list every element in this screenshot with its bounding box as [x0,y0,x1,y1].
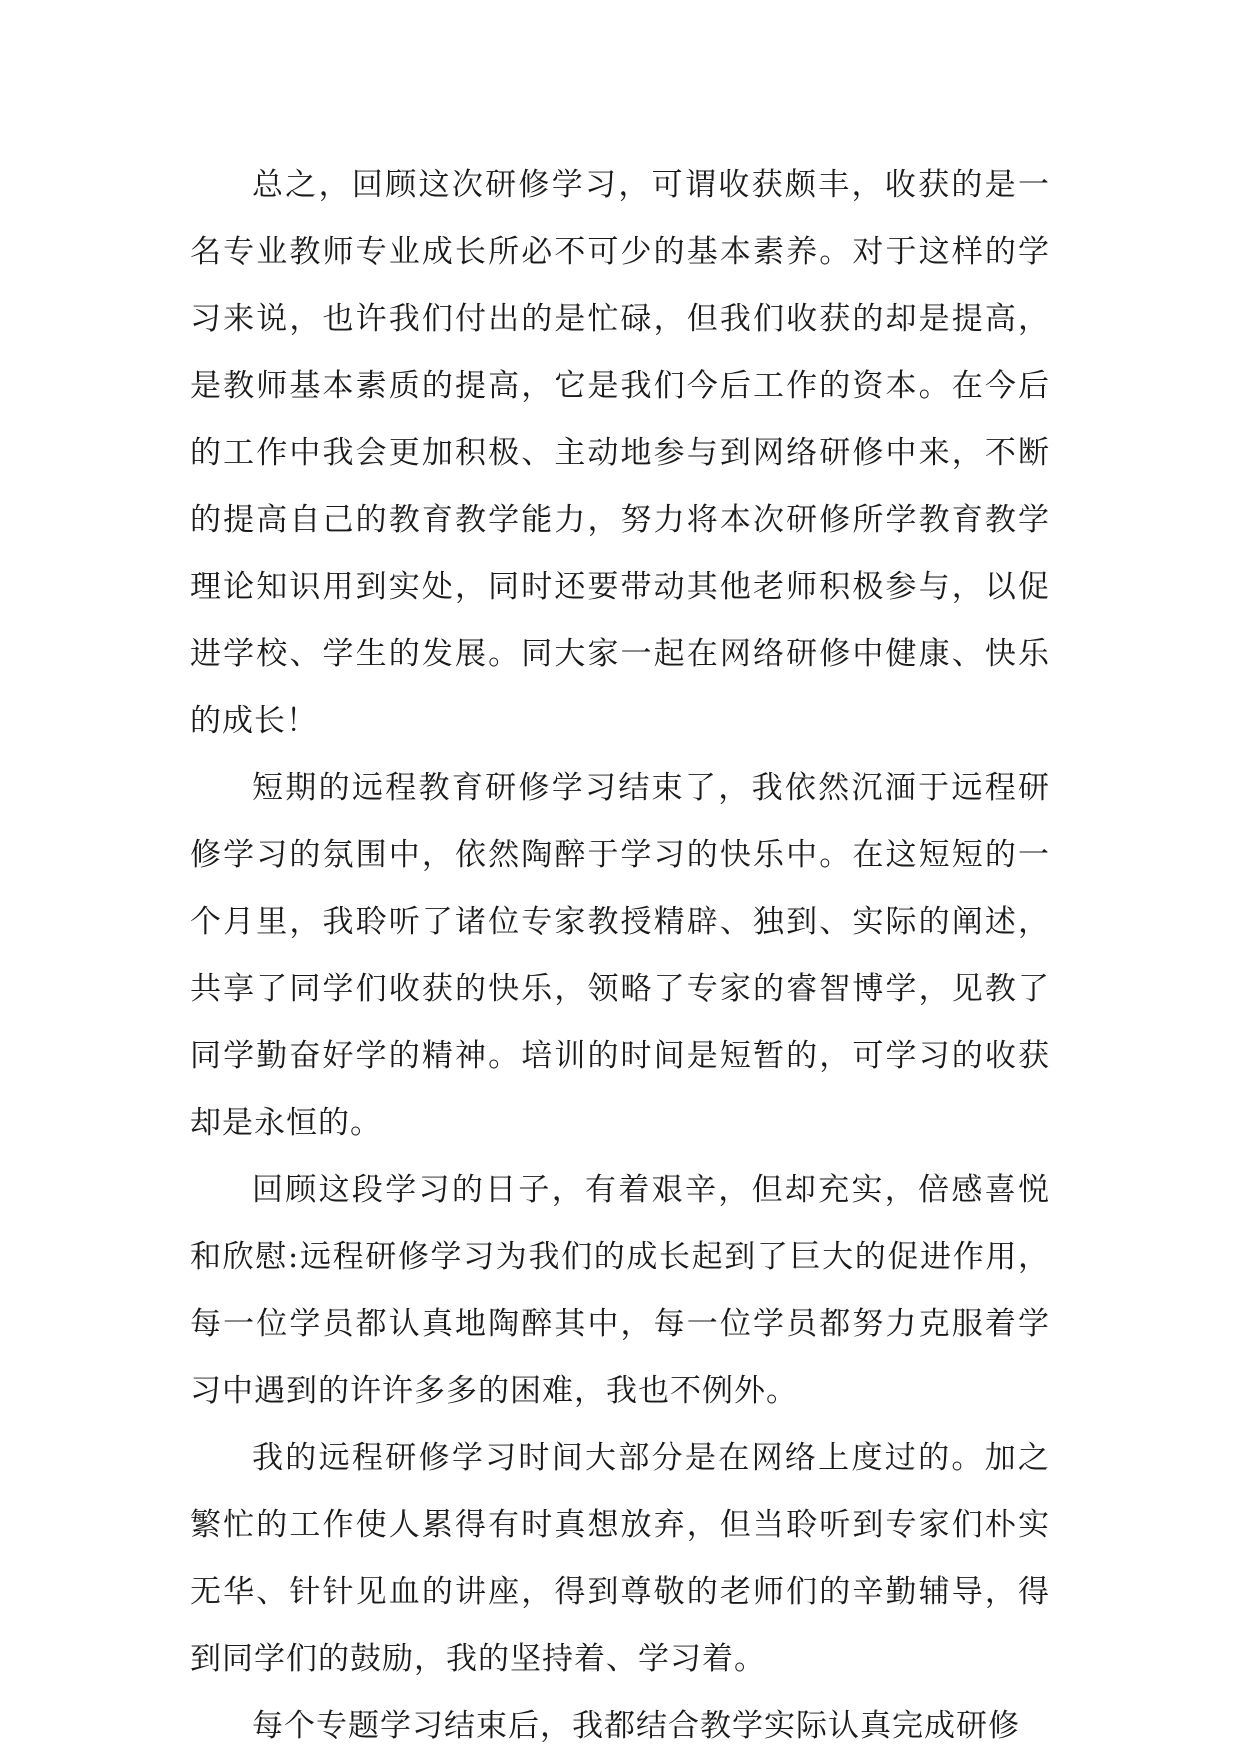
document-body [190,152,1050,1760]
paragraph-summary: 总之，回顾这次研修学习，可谓收获颇丰，收获的是一名专业教师专业成长所必不可少的基本素养。对于这样的学习来说，也许我们付出的是忙碌，但我们收获的却是提高，是教师基本素质的提高，它是我们今后工作的资本。在今后的工作中我会更加积极、主动地参与到网络研修中来，不断的提高自己的教育教学能力，努力将本次研修所学教育教学理论知识用到实处，同时还要带动其他老师积极参与，以促进学校、学生的发展。同大家一起在网络研修中健康、快乐的成长！ [190,167,1050,739]
paragraph-review-days: 回顾这段学习的日子，有着艰辛，但却充实，倍感喜悦和欣慰:远程研修学习为我们的成长起到了巨大的促进作用，每一位学员都认真地陶醉其中，每一位学员都努力克服着学习中遇到的许许多多的困难，我也不例外。 [190,1172,1050,1409]
paragraph-short-term-study: 短期的远程教育研修学习结束了，我依然沉湎于远程研修学习的氛围中，依然陶醉于学习的快乐中。在这短短的一个月里，我聆听了诸位专家教授精辟、独到、实际的阐述，共享了同学们收获的快乐，领略了专家的睿智博学，见教了同学勤奋好学的精神。培训的时间是短暂的，可学习的收获却是永恒的。 [190,770,1050,1141]
paragraph-network-study: 我的远程研修学习时间大部分是在网络上度过的。加之繁忙的工作使人累得有时真想放弃，但当聆听到专家们朴实无华、针针见血的讲座，得到尊敬的老师们的辛勤辅导，得到同学们的鼓励，我的坚持着、学习着。 [190,1440,1050,1677]
paragraph-topic-study: 每个专题学习结束后，我都结合教学实际认真完成研修 [252,1708,1020,1744]
